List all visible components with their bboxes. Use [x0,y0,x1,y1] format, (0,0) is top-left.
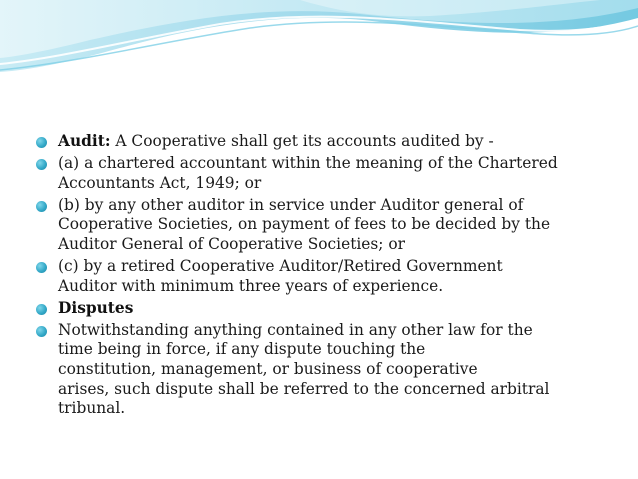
bullet-text: A Cooperative shall get its accounts audited by - [110,132,494,150]
bullet-item-option-a [36,154,596,193]
bullet-dot-icon [36,201,47,212]
bullet-heading-disputes: Disputes [58,298,134,317]
bullet-text-line: arises, such dispute shall be referred to the concerned arbitral [58,379,550,398]
bullet-item-audit [36,132,596,152]
bullet-dot-icon [36,137,47,148]
bullet-text-line: Auditor with minimum three years of experience. [58,276,444,295]
bullet-dot-icon [36,159,47,170]
bullet-dot-icon [36,262,47,273]
header-wave-decoration [0,0,638,80]
bullet-dot-icon [36,304,47,315]
bullet-text-line: Accountants Act, 1949; or [58,173,262,192]
bullet-item-option-c [36,257,596,296]
content-bullet-list [36,132,596,421]
bullet-text-line: tribunal. [58,399,126,418]
bullet-text-line: constitution, management, or business of cooperative [58,360,478,379]
bullet-text-line: Notwithstanding anything contained in any other law for the [58,320,533,339]
bullet-dot-icon [36,326,47,337]
bullet-text-line: (b) by any other auditor in service under Auditor general of [58,195,524,214]
bullet-item-disputes [36,299,596,319]
bullet-heading-audit: Audit: [58,132,111,150]
bullet-text-line: (a) a chartered accountant within the meaning of the Chartered [58,154,558,173]
bullet-item-dispute-text [36,321,596,419]
bullet-text-line: (c) by a retired Cooperative Auditor/Retired Government [58,257,503,276]
bullet-text-line: Auditor General of Cooperative Societies; or [58,234,406,253]
bullet-item-option-b [36,196,596,255]
bullet-text-line: time being in force, if any dispute touching the [58,340,426,359]
bullet-text-line: Cooperative Societies, on payment of fees to be decided by the [58,215,551,234]
